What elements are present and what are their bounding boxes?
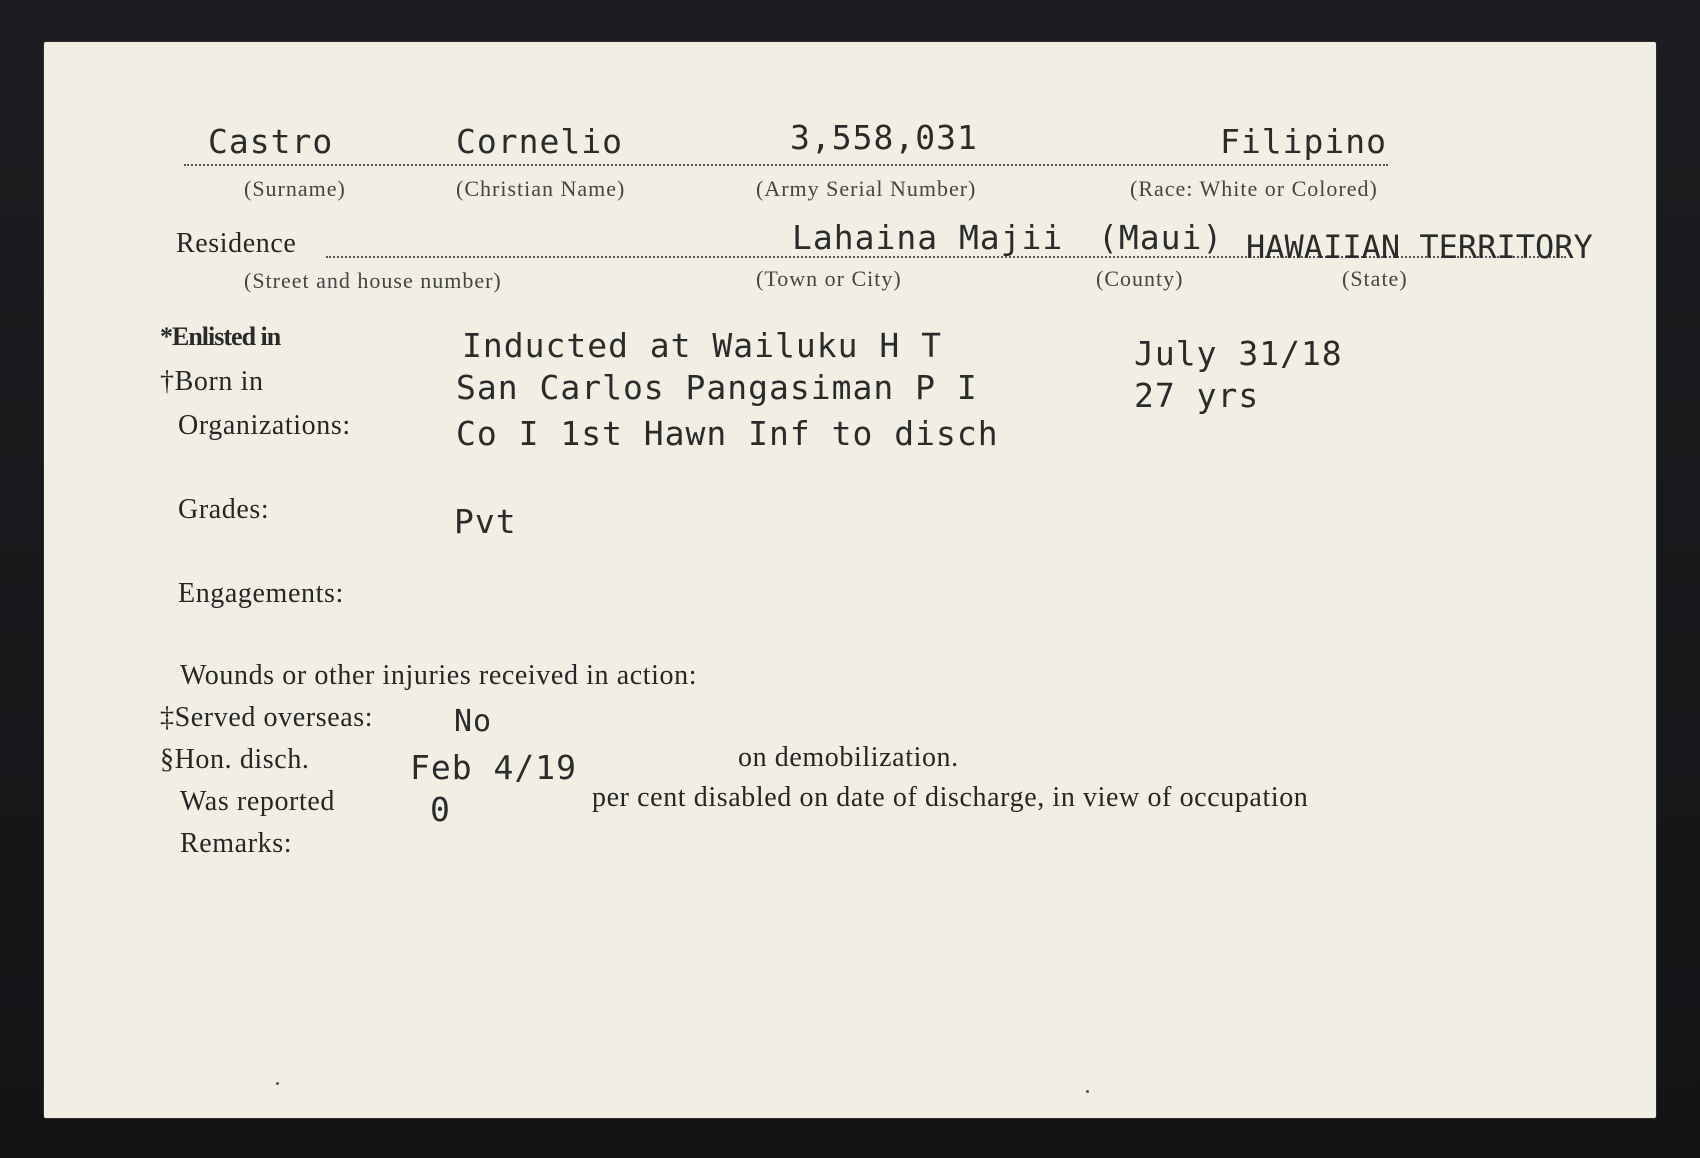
born-age: 27 yrs (1134, 376, 1260, 415)
race-value: Filipino (1220, 122, 1387, 161)
reported-value: 0 (430, 790, 451, 829)
enlisted-label: *Enlisted in (160, 322, 281, 351)
residence-county-value: (Maui) (1098, 218, 1224, 257)
hon-disch-value: Feb 4/19 (410, 748, 577, 787)
hon-disch-suffix: on demobilization. (738, 742, 959, 773)
residence-label: Residence (176, 228, 297, 259)
residence-state-value: HAWAIIAN TERRITORY (1246, 228, 1593, 266)
born-label: †Born in (160, 366, 264, 397)
grades-label: Grades: (178, 494, 270, 525)
grades-value: Pvt (454, 502, 517, 541)
street-caption: (Street and house number) (244, 268, 502, 293)
serial-number-value: 3,558,031 (790, 118, 978, 157)
hon-disch-label: §Hon. disch. (160, 744, 310, 775)
engagements-label: Engagements: (178, 578, 344, 609)
remarks-label: Remarks: (180, 828, 293, 859)
county-caption: (County) (1096, 266, 1184, 291)
reported-label: Was reported (180, 786, 335, 817)
surname-value: Castro (208, 122, 334, 161)
reported-suffix: per cent disabled on date of discharge, in view of occupation (592, 782, 1309, 813)
paper-speck (276, 1082, 279, 1085)
paper-speck (1086, 1090, 1089, 1093)
enlisted-value: Inducted at Wailuku H T (462, 326, 942, 365)
race-caption: (Race: White or Colored) (1130, 176, 1378, 201)
town-caption: (Town or City) (756, 266, 902, 291)
state-caption: (State) (1342, 266, 1408, 291)
christian-name-caption: (Christian Name) (456, 176, 626, 201)
overseas-value: No (454, 704, 493, 739)
service-record-card (44, 42, 1656, 1118)
christian-name-value: Cornelio (456, 122, 623, 161)
residence-town-value: Lahaina Majii (792, 218, 1064, 257)
wounds-label: Wounds or other injuries received in action: (180, 660, 698, 691)
organizations-label: Organizations: (178, 410, 351, 441)
overseas-label: ‡Served overseas: (160, 702, 374, 733)
name-row-dotted-line (184, 164, 1388, 166)
surname-caption: (Surname) (244, 176, 346, 201)
enlisted-date: July 31/18 (1134, 334, 1343, 373)
born-value: San Carlos Pangasiman P I (456, 368, 978, 407)
serial-number-caption: (Army Serial Number) (756, 176, 977, 201)
organizations-value: Co I 1st Hawn Inf to disch (456, 414, 999, 453)
